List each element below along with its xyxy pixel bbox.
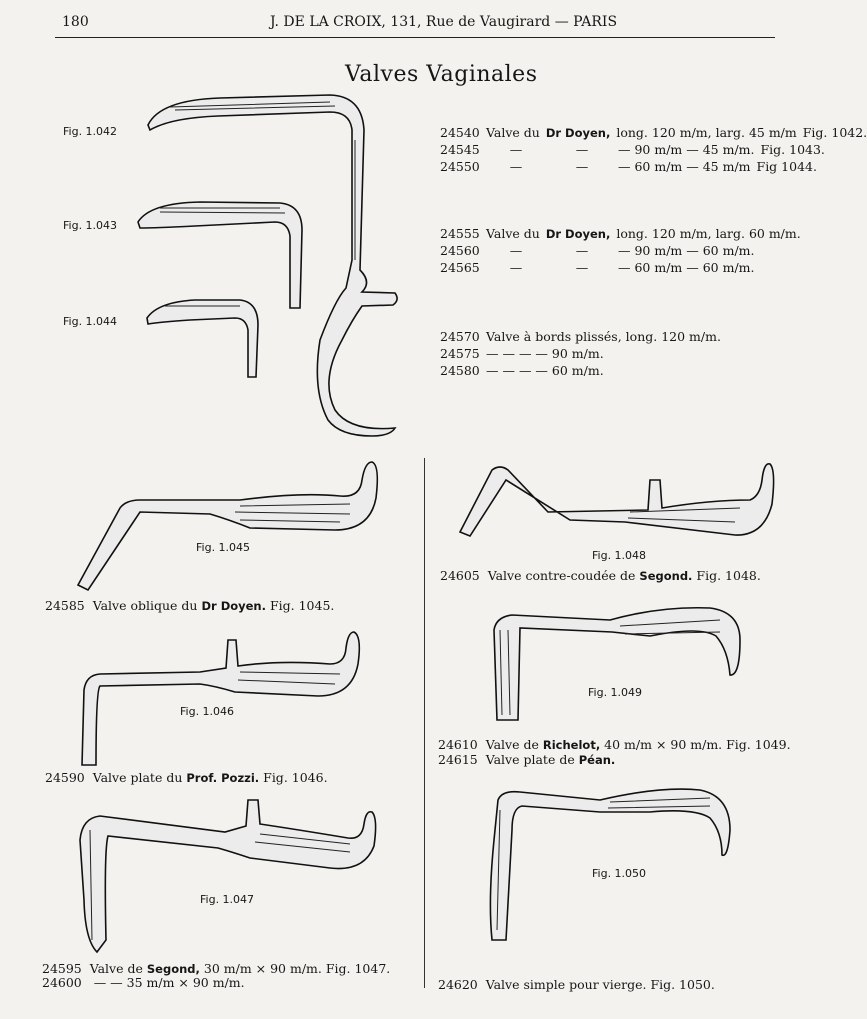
fig-label-1045: Fig. 1.045 (196, 541, 251, 554)
caption-post: 40 m/m × 90 m/m. Fig. 1049. (604, 737, 791, 752)
caption-pre: Valve oblique du (92, 598, 198, 613)
caption-pre: Valve simple pour vierge. (485, 977, 647, 992)
caption-post: 30 m/m × 90 m/m. Fig. 1047. (203, 961, 391, 976)
publisher-header: J. DE LA CROIX, 131, Rue de Vaugirard — PARIS (270, 14, 618, 30)
fig-label-1043: Fig. 1.043 (63, 219, 118, 232)
caption-pre: Valve de (485, 737, 539, 752)
catalog-number: 24540 (440, 125, 480, 140)
fig-1044-illustration (147, 300, 258, 377)
item-desc: Valve du (486, 125, 540, 140)
item-name: — (575, 142, 589, 157)
caption-name: Segond. (639, 569, 693, 583)
caption-24610 (438, 737, 791, 752)
item-desc: — — — — 90 m/m. (486, 346, 604, 361)
catalog-number: 24575 (440, 346, 480, 361)
catalog-number: 24585 (45, 598, 85, 613)
caption-24585 (45, 598, 334, 613)
page-title: Valves Vaginales (345, 62, 538, 87)
item-desc: — (509, 260, 523, 275)
caption-post: Fig. 1046. (263, 770, 328, 785)
caption-name: Richelot, (542, 738, 601, 752)
item-spec: — 90 m/m — 60 m/m. (618, 243, 755, 258)
list-item (440, 142, 825, 157)
fig-1045-illustration (78, 462, 377, 590)
item-fig: Fig. 1042. (802, 125, 867, 140)
item-desc: Valve à bords plissés, long. 120 m/m. (486, 329, 721, 344)
fig-1047-illustration (80, 800, 376, 952)
caption-24600 (42, 975, 245, 990)
catalog-number: 24605 (440, 568, 480, 583)
item-desc: — (509, 243, 523, 258)
item-spec: long. 120 m/m, larg. 45 m/m (616, 125, 797, 140)
fig-1043-illustration (138, 202, 302, 308)
fig-label-1042: Fig. 1.042 (63, 125, 118, 138)
fig-1048-illustration (460, 464, 774, 536)
caption-pre: Valve contre-coudée de (487, 568, 636, 583)
fig-1050-illustration (490, 789, 730, 940)
catalog-number: 24610 (438, 737, 478, 752)
fig-label-1048: Fig. 1.048 (592, 549, 647, 562)
catalog-number: 24600 (42, 975, 82, 990)
catalog-number: 24595 (42, 961, 82, 976)
fig-label-1046: Fig. 1.046 (180, 705, 235, 718)
fig-label-1047: Fig. 1.047 (200, 893, 255, 906)
list-item (440, 329, 721, 344)
list-item (440, 260, 755, 275)
caption-name: Dr Doyen. (201, 599, 266, 613)
item-name: — (575, 159, 589, 174)
item-name: Dr Doyen, (545, 126, 611, 140)
catalog-number: 24615 (438, 752, 478, 767)
caption-24590 (45, 770, 328, 785)
list-item (440, 363, 604, 378)
caption-name: Prof. Pozzi. (186, 771, 260, 785)
fig-label-1050: Fig. 1.050 (592, 867, 647, 880)
item-name: — (575, 243, 589, 258)
list-item (440, 243, 755, 258)
fig-1046-illustration (82, 632, 359, 765)
caption-name: Péan. (578, 753, 616, 767)
catalog-number: 24565 (440, 260, 480, 275)
catalog-number: 24620 (438, 977, 478, 992)
page-number: 180 (62, 14, 89, 30)
caption-text: — — 35 m/m × 90 m/m. (93, 975, 245, 990)
list-item (440, 125, 867, 140)
caption-post: Fig. 1045. (269, 598, 335, 613)
caption-pre: Valve plate du (92, 770, 183, 785)
catalog-number: 24555 (440, 226, 480, 241)
caption-post: Fig. 1048. (696, 568, 761, 583)
item-fig: Fig. 1043. (760, 142, 825, 157)
caption-24605 (440, 568, 761, 583)
catalog-number: 24570 (440, 329, 480, 344)
caption-name: Segond, (146, 962, 200, 976)
column-divider (424, 458, 425, 988)
item-spec: — 60 m/m — 45 m/m (618, 159, 751, 174)
catalog-number: 24590 (45, 770, 85, 785)
caption-pre: Valve plate de (485, 752, 575, 767)
item-desc: Valve du (486, 226, 540, 241)
fig-1042-illustration (148, 95, 397, 436)
item-fig: Fig 1044. (756, 159, 817, 174)
caption-post: Fig. 1050. (650, 977, 715, 992)
catalog-number: 24550 (440, 159, 480, 174)
item-desc: — (509, 142, 523, 157)
catalog-number: 24580 (440, 363, 480, 378)
item-spec: — 60 m/m — 60 m/m. (618, 260, 755, 275)
caption-pre: Valve de (89, 961, 143, 976)
list-item (440, 159, 817, 174)
caption-24595 (42, 961, 390, 976)
catalog-number: 24545 (440, 142, 480, 157)
list-item (440, 346, 604, 361)
fig-1049-illustration (494, 608, 740, 720)
item-spec: — 90 m/m — 45 m/m. (618, 142, 755, 157)
item-spec: long. 120 m/m, larg. 60 m/m. (616, 226, 801, 241)
caption-24620 (438, 977, 715, 992)
catalog-number: 24560 (440, 243, 480, 258)
item-desc: — — — — 60 m/m. (486, 363, 604, 378)
fig-label-1044: Fig. 1.044 (63, 315, 118, 328)
fig-label-1049: Fig. 1.049 (588, 686, 643, 699)
caption-24615 (438, 752, 615, 767)
item-desc: — (509, 159, 523, 174)
item-name: — (575, 260, 589, 275)
item-name: Dr Doyen, (545, 227, 611, 241)
list-item (440, 226, 801, 241)
